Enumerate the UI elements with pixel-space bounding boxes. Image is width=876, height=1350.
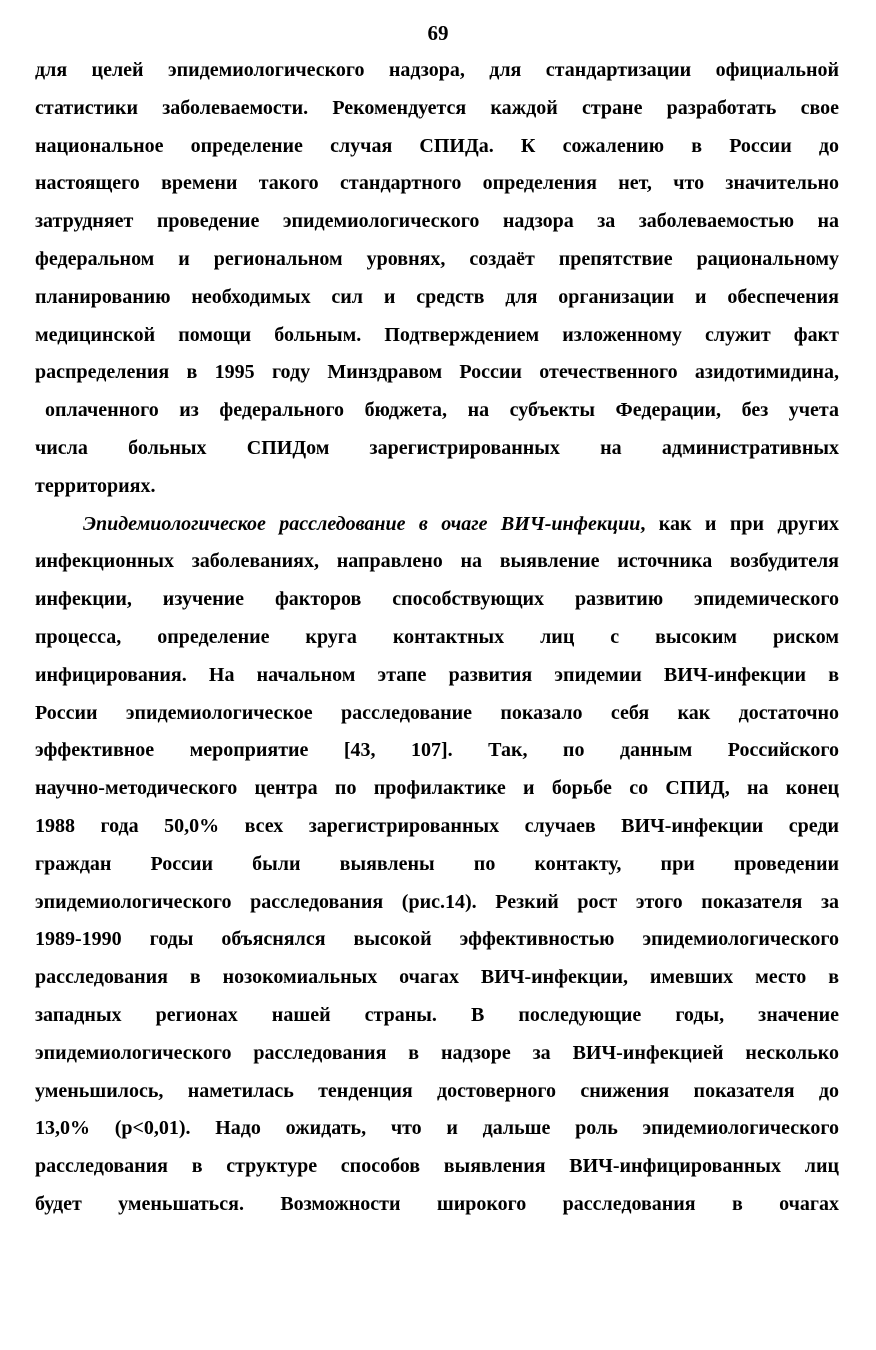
text-line: уменьшилось, наметилась тенденция достоверного снижения показателя до — [35, 1079, 839, 1102]
text-line: числа больных СПИДом зарегистрированных на административных — [35, 436, 839, 459]
text-line: западных регионах нашей страны. В последующие годы, значение — [35, 1003, 839, 1026]
text-line: 1989-1990 годы объяснялся высокой эффективностью эпидемиологического — [35, 928, 839, 951]
text-line: 13,0% (р<0,01). Надо ожидать, что и дальше роль эпидемиологического — [35, 1117, 839, 1140]
text-line: федеральном и региональном уровнях, создаёт препятствие рациональному — [35, 247, 839, 270]
text-line: распределения в 1995 году Минздравом России отечественного азидотимидина, — [35, 361, 839, 384]
text-line: национальное определение случая СПИДа. К сожалению в России до — [35, 134, 839, 157]
text-fragment: , как и при других — [640, 512, 839, 535]
text-line: эпидемиологического расследования в надзоре за ВИЧ-инфекцией несколько — [35, 1041, 839, 1064]
paragraph-first-line — [35, 506, 839, 544]
text-line: будет уменьшаться. Возможности широкого расследования в очагах — [35, 1192, 839, 1215]
text-line: научно-методического центра по профилактике и борьбе со СПИД, на конец — [35, 777, 839, 800]
text-line: 1988 года 50,0% всех зарегистрированных случаев ВИЧ-инфекции среди — [35, 814, 839, 837]
text-line: инфицирования. На начальном этапе развития эпидемии ВИЧ-инфекции в — [35, 663, 839, 686]
text-line: эпидемиологического расследования (рис.14). Резкий рост этого показателя за — [35, 890, 839, 913]
text-line: граждан России были выявлены по контакту, при проведении — [35, 852, 839, 875]
text-line: оплаченного из федерального бюджета, на субъекты Федерации, без учета — [45, 399, 839, 422]
text-line: процесса, определение круга контактных лиц с высоким риском — [35, 625, 839, 648]
text-line: планированию необходимых сил и средств для организации и обеспечения — [35, 285, 839, 308]
text-line: расследования в структуре способов выявления ВИЧ-инфицированных лиц — [35, 1155, 839, 1178]
text-line: эффективное мероприятие [43, 107]. Так, по данным Российского — [35, 739, 839, 762]
page-number: 69 — [427, 21, 449, 45]
body-text — [35, 52, 839, 1224]
text-line: инфекции, изучение факторов способствующих развитию эпидемического — [35, 588, 839, 611]
italic-heading: Эпидемиологическое расследование в очаге ВИЧ-инфекции — [83, 512, 641, 535]
text-line: настоящего времени такого стандартного определения нет, что значительно — [35, 172, 839, 195]
text-line: инфекционных заболеваниях, направлено на выявление источника возбудителя — [35, 550, 839, 573]
text-line: медицинской помощи больным. Подтверждением изложенному служит факт — [35, 323, 839, 346]
text-line: статистики заболеваемости. Рекомендуется каждой стране разработать свое — [35, 96, 839, 119]
text-line: территориях. — [35, 474, 156, 497]
text-line: затрудняет проведение эпидемиологического надзора за заболеваемостью на — [35, 210, 839, 233]
text-line: расследования в нозокомиальных очагах ВИЧ-инфекции, имевших место в — [35, 966, 839, 989]
text-line: для целей эпидемиологического надзора, для стандартизации официальной — [35, 59, 839, 81]
text-line: России эпидемиологическое расследование показало себя как достаточно — [35, 701, 839, 724]
